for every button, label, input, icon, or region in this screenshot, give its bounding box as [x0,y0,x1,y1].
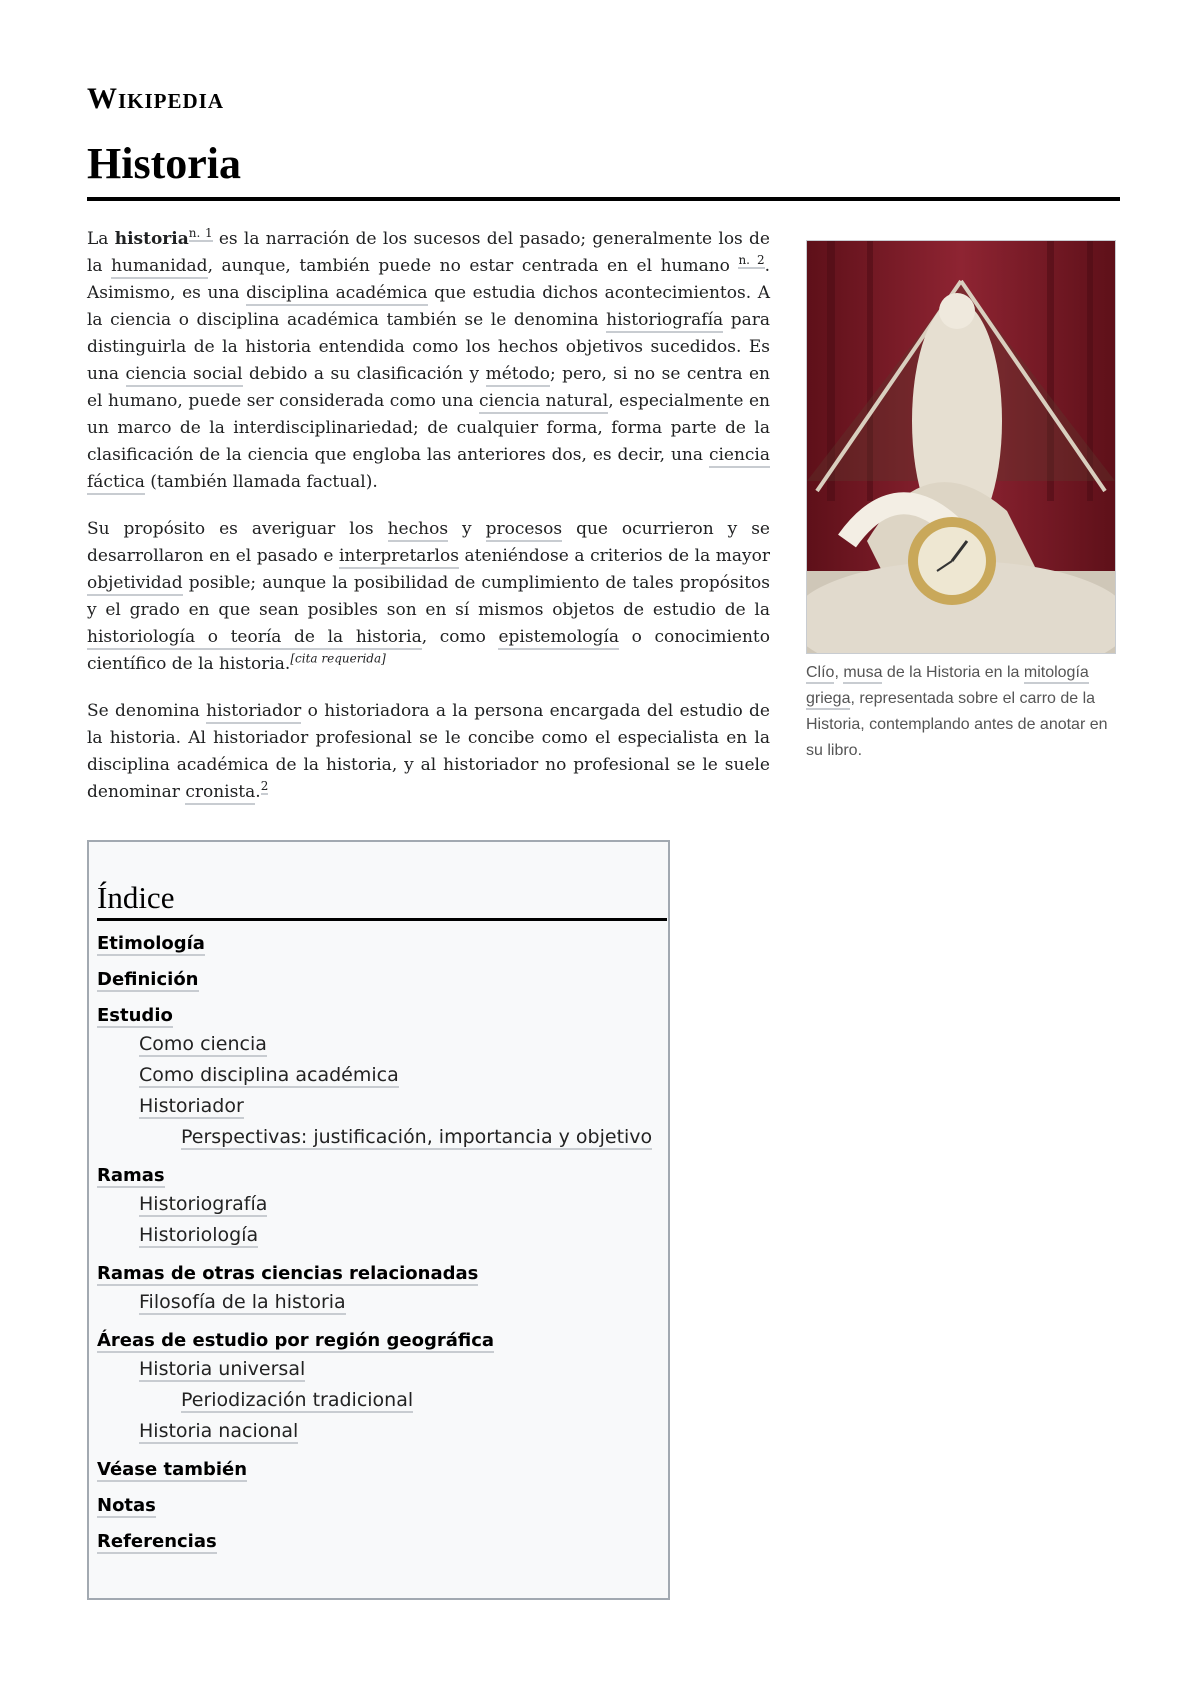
wikipedia-logo[interactable]: Wikipedia [87,82,225,115]
toc-title: Índice [97,880,667,921]
link-historiologia[interactable]: historiología o teoría de la historia [87,627,422,650]
link-cronista[interactable]: cronista [185,782,255,805]
toc-item-definicion[interactable]: Definición [97,969,199,990]
link-objetividad[interactable]: objetividad [87,573,183,596]
link-procesos[interactable]: procesos [486,519,563,542]
toc-item-etimologia[interactable]: Etimología [97,933,205,954]
link-hechos[interactable]: hechos [388,519,448,542]
toc-item-como-ciencia[interactable]: Como ciencia [139,1033,267,1055]
paragraph-2: Su propósito es averiguar los hechos y procesos que ocurrieron y se desarrollaron en el pasado e interpretarlos ateniéndose a criterios de la mayor objetividad posible; aunque la posibilidad de cumplimiento de tales propósitos y el grado en que sean posibles son en sí mismos objetos de estudio de la historiología o teoría de la historia, como epistemología o conocimiento científico de la historia.[cita requerida] [87,519,770,674]
link-disciplina-academica[interactable]: disciplina académica [246,283,427,306]
link-historiografia[interactable]: historiografía [606,310,723,333]
link-musa[interactable]: musa [843,664,882,684]
toc-item-referencias[interactable]: Referencias [97,1531,217,1552]
paragraph-1: La historia$^{n. 1}$ es la narración de los sucesos del pasado; generalmente los de la humanidad, aunque, también puede no estar centrada en el humano $^{n. 2}$. Asimismo, es una disciplina académica que estudia dichos acontecimientos. A la ciencia o disciplina académica también se le denomina historiografía para distinguirla de la historia entendida como los hechos objetivos sucedidos. Es una ciencia social debido a su clasificación y método; pero, si no se centra en el humano, puede ser considerada como una ciencia natural, especialmente en un marco de la interdisciplinariedad; de cualquier forma, forma parte de la clasificación de la ciencia que engloba las anteriores dos, es decir, una ciencia fáctica (también llamada factual). [87,226,770,496]
article-lead [87,226,770,826]
toc-item-ramas-otras[interactable]: Ramas de otras ciencias relacionadas [97,1263,479,1284]
toc-item-filosofia[interactable]: Filosofía de la historia [139,1291,346,1313]
ref-2[interactable]: 2 [260,779,269,794]
note-ref-2[interactable]: n. 2 [738,253,765,268]
toc-item-notas[interactable]: Notas [97,1495,156,1516]
toc-item-historiador[interactable]: Historiador [139,1095,244,1117]
toc-item-areas[interactable]: Áreas de estudio por región geográfica [97,1330,495,1351]
toc-item-nacional[interactable]: Historia nacional [139,1420,299,1442]
link-historiador[interactable]: historiador [206,701,301,724]
link-epistemologia[interactable]: epistemología [498,627,618,650]
note-ref-1[interactable]: n. 1 [188,226,213,241]
link-metodo[interactable]: método [486,364,550,387]
toc-list [97,931,660,1555]
toc-item-vease[interactable]: Véase también [97,1459,248,1480]
link-clio[interactable]: Clío [806,664,834,684]
toc-item-historiografia[interactable]: Historiografía [139,1193,268,1215]
toc-item-historiologia[interactable]: Historiología [139,1224,259,1246]
link-mitologia-griega[interactable]: mitología griega [806,664,1089,710]
toc-item-estudio[interactable]: Estudio [97,1005,173,1026]
toc-item-perspectivas[interactable]: Perspectivas: justificación, importancia y objetivo [181,1126,653,1148]
link-ciencia-natural[interactable]: ciencia natural [479,391,608,414]
clio-statue-image[interactable] [806,240,1116,654]
link-humanidad[interactable]: humanidad [111,256,207,279]
link-ciencia-factica[interactable]: ciencia fáctica [87,445,770,495]
bold-term: historia [114,229,189,249]
title-divider [87,197,1120,201]
link-ciencia-social[interactable]: ciencia social [126,364,243,387]
table-of-contents [87,840,670,1600]
infobox-figure [806,240,1116,764]
page-title: Historia [87,139,241,188]
toc-item-universal[interactable]: Historia universal [139,1358,306,1380]
figure-caption: Clío, musa de la Historia en la mitología griega, representada sobre el carro de la Historia, contemplando antes de anotar en su libro. [806,664,1108,759]
citation-needed[interactable]: [cita requerida] [290,651,386,666]
toc-item-periodizacion[interactable]: Periodización tradicional [181,1389,414,1411]
toc-item-como-disciplina[interactable]: Como disciplina académica [139,1064,399,1086]
paragraph-3: Se denomina historiador o historiadora a la persona encargada del estudio de la historia. Al historiador profesional se le concibe como el especialista en la disciplina académica de la historia, y al historiador no profesional se le suele denominar cronista.$^2$ [87,698,770,806]
toc-item-ramas[interactable]: Ramas [97,1165,165,1186]
link-interpretarlos[interactable]: interpretarlos [339,546,459,569]
